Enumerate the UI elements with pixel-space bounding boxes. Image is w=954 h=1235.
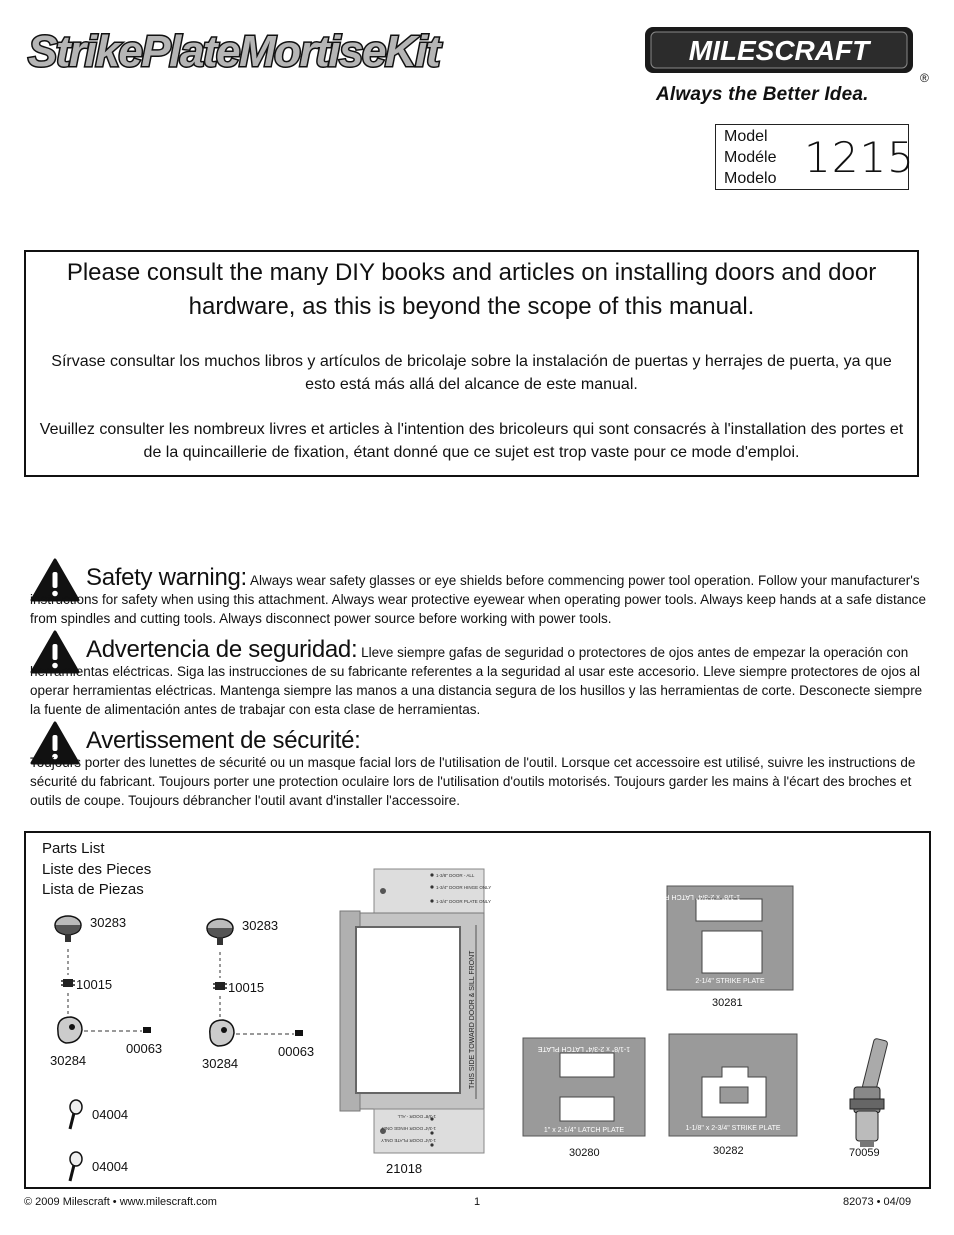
- svg-text:1-3/4" DOOR HINGE ONLY: 1-3/4" DOOR HINGE ONLY: [436, 885, 492, 890]
- notice-french: Veuillez consulter les nombreux livres et articles à l'intention des bricoleurs qui sont consacrés à l'installation des portes et de la quincaillerie de fixation, étant donné que ce sujet est trop vaste pour ce mode d'emploi.: [39, 421, 904, 461]
- part-30284-b: 30284: [202, 1056, 239, 1071]
- svg-text:1-3/4" DOOR HINGE ONLY: 1-3/4" DOOR HINGE ONLY: [380, 1126, 436, 1131]
- part-10015-b: 10015: [228, 980, 265, 995]
- svg-text:1-3/4" DOOR PLATE ONLY: 1-3/4" DOOR PLATE ONLY: [436, 899, 491, 904]
- safety-heading-en: Safety warning:: [86, 564, 247, 591]
- parts-title-es: Lista de Piezas: [42, 881, 144, 898]
- svg-text:MILESCRAFT: MILESCRAFT: [688, 35, 870, 66]
- cam-icon: [210, 1020, 234, 1046]
- part-00063-b: 00063: [278, 1044, 315, 1059]
- screw-icon: [61, 979, 75, 987]
- screw-icon: [213, 982, 227, 990]
- template-21018-drawing: [338, 869, 492, 1155]
- kit-title: [24, 20, 564, 84]
- svg-text:1-3/8" DOOR - ALL: 1-3/8" DOOR - ALL: [397, 1114, 436, 1119]
- part-10015-a: 10015: [76, 977, 113, 992]
- parts-list-box: [24, 831, 931, 1189]
- svg-text:1-3/4" DOOR PLATE ONLY: 1-3/4" DOOR PLATE ONLY: [381, 1138, 436, 1143]
- plate-30280-drawing: [522, 1037, 646, 1137]
- parts-title-fr: Liste des Pieces: [42, 860, 152, 878]
- part-30283-a: 30283: [90, 915, 127, 930]
- svg-text:StrikePlateMortiseKit: StrikePlateMortiseKit: [28, 27, 440, 76]
- svg-text:THIS SIDE TOWARD DOOR & SILL F: THIS SIDE TOWARD DOOR & SILL FRONT: [469, 950, 476, 1089]
- notice-box: [24, 250, 919, 477]
- cam-icon: [58, 1017, 82, 1043]
- milescraft-logo: [642, 24, 932, 86]
- pin-icon: [64, 1099, 86, 1133]
- svg-text:®: ®: [920, 71, 929, 85]
- plate-30282-drawing: [668, 1033, 798, 1137]
- part-30280: 30280: [569, 1147, 600, 1159]
- hardware-group-2: [198, 910, 338, 1080]
- parts-list-title: [42, 839, 151, 901]
- model-label-en: Model: [724, 128, 768, 145]
- svg-text:1-1/8" x 2-3/4" STRIKE PLATE: 1-1/8" x 2-3/4" STRIKE PLATE: [685, 1125, 781, 1132]
- safety-heading-es: Advertencia de seguridad:: [86, 636, 358, 663]
- safety-text-fr: Toujours porter des lunettes de sécurité ou un masque facial lors de l'utilisation de l'outil. Lorsque cet accessoire est utilisé, suivre les instructions de sécurité du fabricant. Toujours porter une protection oculaire lors de l'utilisation d'outils motorisés. Toujours garder les mains à l'écart des broches et outils de coupe. Toujours débrancher l'outil avant d'installer l'accessoire.: [30, 755, 916, 808]
- part-30283-b: 30283: [242, 918, 279, 933]
- safety-text-es: Lleve siempre gafas de seguridad o protectores de ojos antes de empezar la operación con herramientas eléctricas. Siga las instrucciones de su fabricante referentes a la seguridad al usar este accesorio. Lleve siempre protectores de ojos al operar herramientas eléctricas. Mantenga siempre las manos a una distancia segura de los husillos y las herramientas de corte. Desconecte siempre la fuente de alimentación antes de trabajar con esta clase de herramientas.: [30, 645, 923, 717]
- safety-text-en: Always wear safety glasses or eye shields before commencing power tool operation. Follow your manufacturer's instructions for safety when using this attachment. Always wear protective eyewear when operating power tools. Always keep hands at a safe distance from spindles and cutting tools. Always disconnect power source before working with power tools.: [30, 573, 926, 626]
- part-00063-a: 00063: [126, 1041, 163, 1056]
- footer-page-number: 1: [474, 1196, 481, 1208]
- part-70059: 70059: [849, 1147, 880, 1159]
- model-labels: [724, 126, 776, 189]
- svg-text:1" x 2-1/4" LATCH PLATE: 1" x 2-1/4" LATCH PLATE: [543, 1127, 625, 1134]
- pin-icon: [64, 1151, 86, 1185]
- footer-copyright: © 2009 Milescraft • www.milescraft.com: [24, 1196, 217, 1208]
- part-04004-a: 04004: [92, 1107, 129, 1122]
- knob-icon: [55, 916, 81, 942]
- router-bit-icon: [840, 1037, 900, 1149]
- part-30284-a: 30284: [50, 1053, 87, 1068]
- knob-icon: [207, 919, 233, 945]
- model-number: 1215: [804, 133, 915, 182]
- part-30282: 30282: [713, 1145, 744, 1157]
- notice-spanish: Sírvase consultar los muchos libros y artículos de bricolaje sobre la instalación de puertas y herrajes de puerta, ya que esto está más allá del alcance de este manual.: [51, 353, 892, 393]
- part-30281: 30281: [712, 997, 743, 1009]
- footer-doc-code: 82073 • 04/09: [843, 1196, 912, 1208]
- parts-title-en: Parts List: [42, 840, 105, 857]
- part-04004-b: 04004: [92, 1159, 129, 1174]
- notice-english: Please consult the many DIY books and articles on installing doors and door hardware, as this is beyond the scope of this manual.: [66, 259, 877, 320]
- svg-text:1-1/8" x 2-3/4" LATCH PLATE: 1-1/8" x 2-3/4" LATCH PLATE: [647, 893, 741, 900]
- safety-heading-fr: Avertissement de sécurité:: [86, 727, 361, 754]
- safety-warning-en: [30, 564, 930, 628]
- model-label-fr: Modéle: [724, 149, 777, 166]
- svg-text:1-3/8" DOOR - ALL: 1-3/8" DOOR - ALL: [436, 873, 475, 878]
- hardware-group-1: [46, 907, 186, 1077]
- nut-icon: [143, 1027, 151, 1033]
- safety-warning-fr: [30, 727, 930, 810]
- svg-text:1-1/8" x 2-3/4" LATCH PLATE: 1-1/8" x 2-3/4" LATCH PLATE: [537, 1045, 631, 1052]
- plate-30281-drawing: [647, 885, 794, 991]
- model-box: [715, 124, 915, 190]
- model-label-es: Modelo: [724, 170, 777, 187]
- svg-text:2-1/4" STRIKE PLATE: 2-1/4" STRIKE PLATE: [695, 978, 765, 985]
- tagline: Always the Better Idea.: [656, 84, 869, 105]
- safety-warning-es: [30, 636, 930, 719]
- part-21018: 21018: [386, 1161, 423, 1176]
- nut-icon: [295, 1030, 303, 1036]
